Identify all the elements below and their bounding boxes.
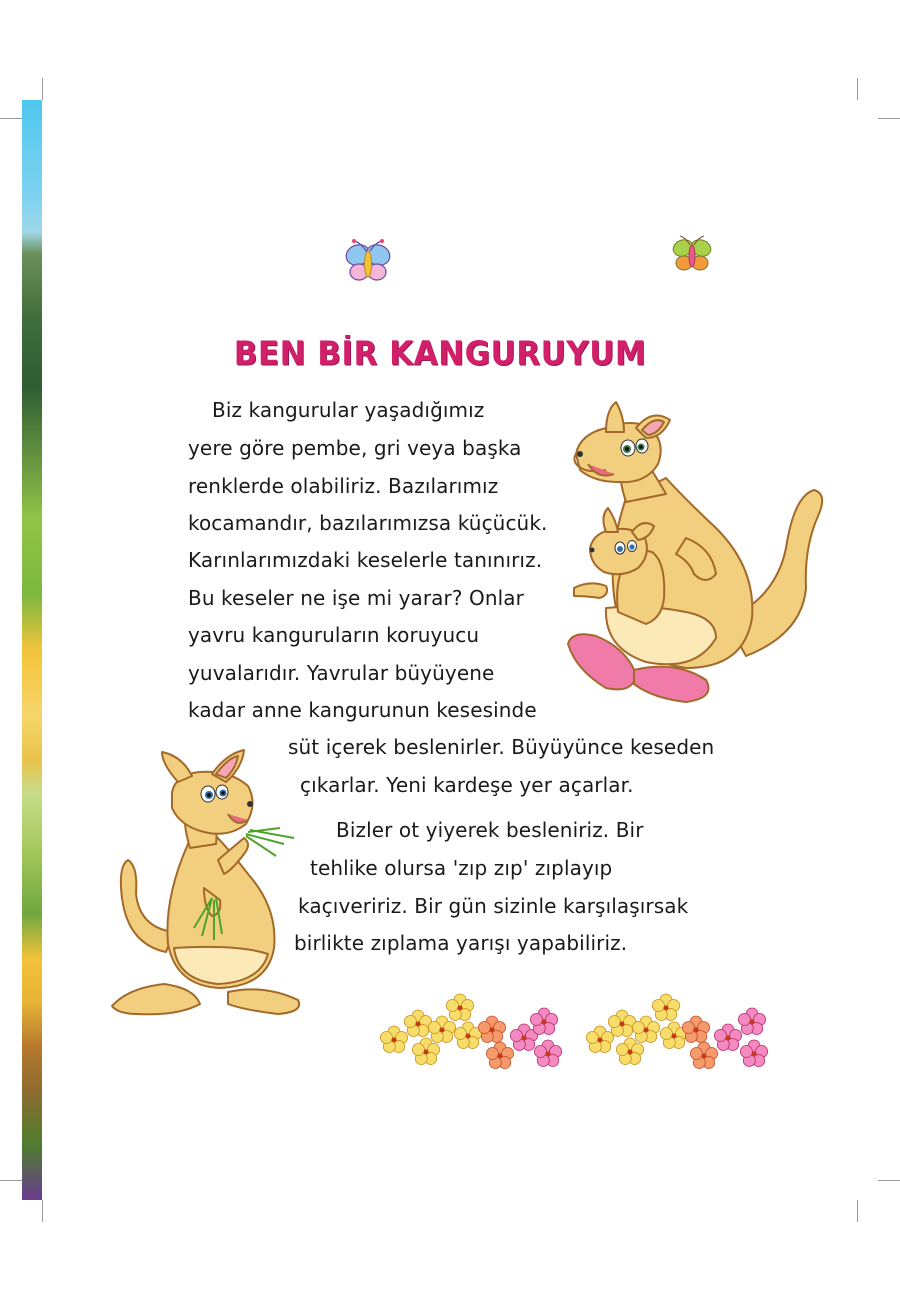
text-line: Bu keseler ne işe mi yarar? Onlar: [188, 586, 524, 610]
text-line: yuvalarıdır. Yavrular büyüyene: [188, 661, 495, 685]
page-title: BEN BİR KANGURUYUM: [233, 335, 647, 373]
text-line: Biz kangurular yaşadığımız: [212, 398, 485, 422]
crop-mark: [857, 1200, 858, 1222]
crop-mark: [878, 118, 900, 119]
flower-border: [374, 990, 778, 1076]
crop-mark: [878, 1180, 900, 1181]
crop-mark: [42, 78, 43, 100]
crop-mark: [0, 118, 22, 119]
text-line: Karınlarımızdaki keselerle tanınırız.: [188, 548, 543, 572]
text-line: süt içerek beslenirler. Büyüyünce keseden: [288, 735, 715, 759]
butterfly-icon: [342, 238, 394, 288]
kangaroo-eating-illustration: [108, 748, 308, 1022]
text-line: kaçıveririz. Bir gün sizinle karşılaşırsak: [298, 894, 689, 918]
text-line: yere göre pembe, gri veya başka: [188, 436, 522, 460]
page-edge-strip: [22, 100, 42, 1200]
text-line: renklerde olabiliriz. Bazılarımız: [188, 474, 499, 498]
text-line: yavru kanguruların koruyucu: [188, 623, 480, 647]
text-line: birlikte zıplama yarışı yapabiliriz.: [294, 931, 628, 955]
text-line: kadar anne kangurunun kesesinde: [188, 698, 537, 722]
crop-mark: [42, 1200, 43, 1222]
crop-mark: [0, 1180, 22, 1181]
butterfly-icon: [670, 234, 714, 278]
kangaroo-mother-illustration: [566, 398, 830, 704]
text-line: tehlike olursa 'zıp zıp' zıplayıp: [310, 856, 613, 880]
text-line: Bizler ot yiyerek besleniriz. Bir: [336, 818, 644, 842]
crop-mark: [857, 78, 858, 100]
text-line: kocamandır, bazılarımızsa küçücük.: [188, 511, 548, 535]
text-line: çıkarlar. Yeni kardeşe yer açarlar.: [300, 773, 634, 797]
